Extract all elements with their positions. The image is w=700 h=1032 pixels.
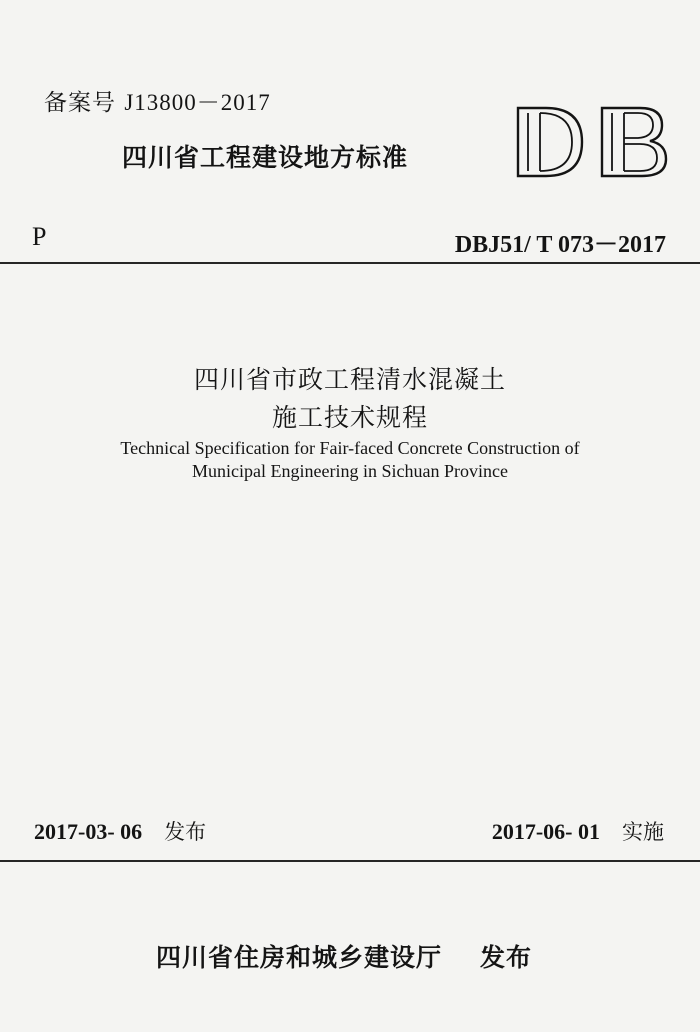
title-english-line-1: Technical Specification for Fair-faced Concrete Construction of	[120, 438, 580, 458]
issue-date-block	[34, 816, 206, 846]
issue-date: 2017-03- 06	[34, 819, 143, 844]
publisher-line	[156, 938, 532, 974]
publisher-action: 发布	[480, 943, 533, 972]
record-number: J13800－2017	[124, 90, 271, 115]
standard-code: DBJ51/ T 073－2017	[454, 232, 666, 258]
title-chinese-line-1: 四川省市政工程清水混凝土	[193, 365, 506, 394]
title-english-line-2: Municipal Engineering in Sichuan Province	[192, 461, 508, 481]
classification-code: P	[32, 222, 47, 251]
record-label: 备案号	[44, 90, 116, 116]
implementation-date-block	[492, 816, 664, 846]
top-divider	[0, 262, 700, 264]
implementation-date: 2017-06- 01	[491, 819, 600, 844]
bottom-divider	[0, 860, 700, 862]
implementation-label: 实施	[622, 820, 664, 844]
issue-label: 发布	[164, 820, 207, 844]
record-number-line	[44, 84, 271, 117]
db-logo	[514, 104, 674, 180]
publisher-name: 四川省住房和城乡建设厅	[156, 943, 443, 972]
title-chinese-line-2: 施工技术规程	[271, 403, 428, 432]
standard-series-title: 四川省工程建设地方标准	[122, 143, 409, 172]
